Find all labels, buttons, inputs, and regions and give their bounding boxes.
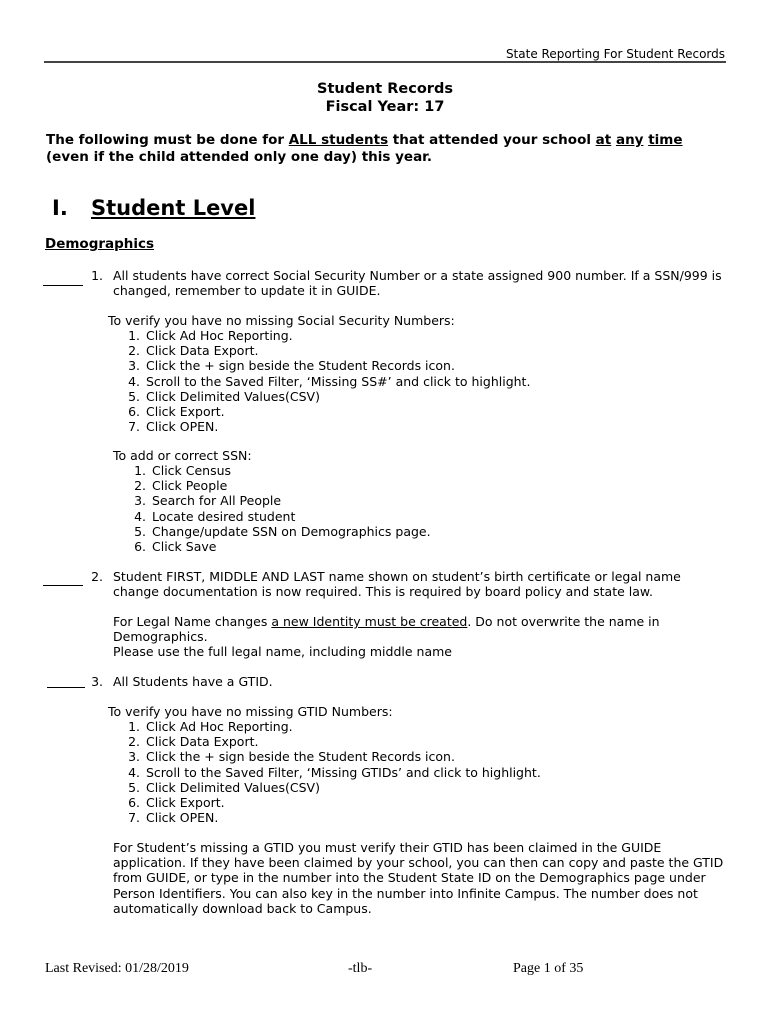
item-number: 2. (91, 569, 103, 584)
verify-heading: To verify you have no missing GTID Numbers: (108, 704, 393, 719)
section-number: I. (52, 196, 68, 220)
legal-name-note: For Legal Name changes a new Identity must be created. Do not overwrite the name in Demographics. Please use the full legal name, including middle name (113, 614, 660, 660)
list-item: 4. Locate desired student (134, 508, 296, 524)
list-item: 5. Click Delimited Values(CSV) (128, 779, 320, 795)
list-item: 7. Click OPEN. (128, 419, 219, 435)
item-text: Student FIRST, MIDDLE AND LAST name shown on student’s birth certificate or legal name change documentation is now required. This is required by board policy and state law. (113, 569, 681, 600)
item-text: All Students have a GTID. (113, 674, 273, 689)
item-text: All students have correct Social Security Number or a state assigned 900 number. If a SSN/999 is changed, remember to update it in GUIDE. (113, 268, 722, 299)
checkoff-blank[interactable] (43, 285, 83, 286)
list-item: 2. Click Data Export. (128, 734, 259, 750)
list-item: 2. Click People (134, 478, 228, 494)
list-item: 3. Search for All People (134, 493, 282, 509)
footer-page-number: Page 1 of 35 (513, 961, 584, 976)
list-item: 4. Scroll to the Saved Filter, ‘Missing GTIDs’ and click to highlight. (128, 764, 541, 780)
list-item: 5. Change/update SSN on Demographics page. (134, 523, 431, 539)
list-item: 1. Click Census (134, 463, 232, 478)
item-number: 1. (91, 268, 103, 283)
intro-paragraph: The following must be done for ALL students that attended your school at any time (even if the child attended only one day) this year. (46, 132, 683, 165)
emphasis-all-students: ALL students (288, 132, 389, 148)
gtid-note: For Student’s missing a GTID you must verify their GTID has been claimed in the GUIDE application. If they have been claimed by your school, you can then can copy and paste the GTID from GUIDE, or type in the number into the Student State ID on the Demographics page under Person Identifiers. You can also key in the number into Infinite Campus. The number does not automatically download back to Campus. (113, 840, 724, 916)
verify-steps (120, 719, 541, 825)
fiscal-year: Fiscal Year: 17 (325, 99, 445, 115)
section-title: Student Level (91, 196, 256, 220)
checkoff-blank[interactable] (43, 585, 83, 586)
footer-revised: Last Revised: 01/28/2019 (45, 961, 189, 976)
list-item: 2. Click Data Export. (128, 343, 259, 359)
subsection-title: Demographics (45, 236, 155, 252)
list-item: 3. Click the + sign beside the Student Records icon. (128, 749, 455, 765)
list-item: 6. Click Export. (128, 795, 225, 811)
list-item: 3. Click the + sign beside the Student Records icon. (128, 358, 455, 374)
new-identity-link: a new Identity must be created (271, 614, 468, 629)
document-title: Student Records (317, 81, 453, 97)
list-item: 4. Scroll to the Saved Filter, ‘Missing SS#’ and click to highlight. (128, 373, 531, 389)
item-number: 3. (91, 674, 103, 689)
verify-heading: To verify you have no missing Social Security Numbers: (108, 313, 455, 328)
list-item: 5. Click Delimited Values(CSV) (128, 388, 320, 404)
verify-steps (120, 328, 530, 434)
add-ssn-heading: To add or correct SSN: (113, 448, 252, 463)
list-item: 1. Click Ad Hoc Reporting. (128, 719, 293, 734)
add-ssn-steps (126, 463, 431, 554)
running-header: State Reporting For Student Records (505, 47, 725, 61)
list-item: 1. Click Ad Hoc Reporting. (128, 328, 293, 343)
list-item: 7. Click OPEN. (128, 810, 219, 826)
list-item: 6. Click Export. (128, 404, 225, 420)
footer-author: -tlb- (348, 961, 373, 976)
header-rule (44, 61, 726, 63)
list-item: 6. Click Save (134, 539, 217, 555)
